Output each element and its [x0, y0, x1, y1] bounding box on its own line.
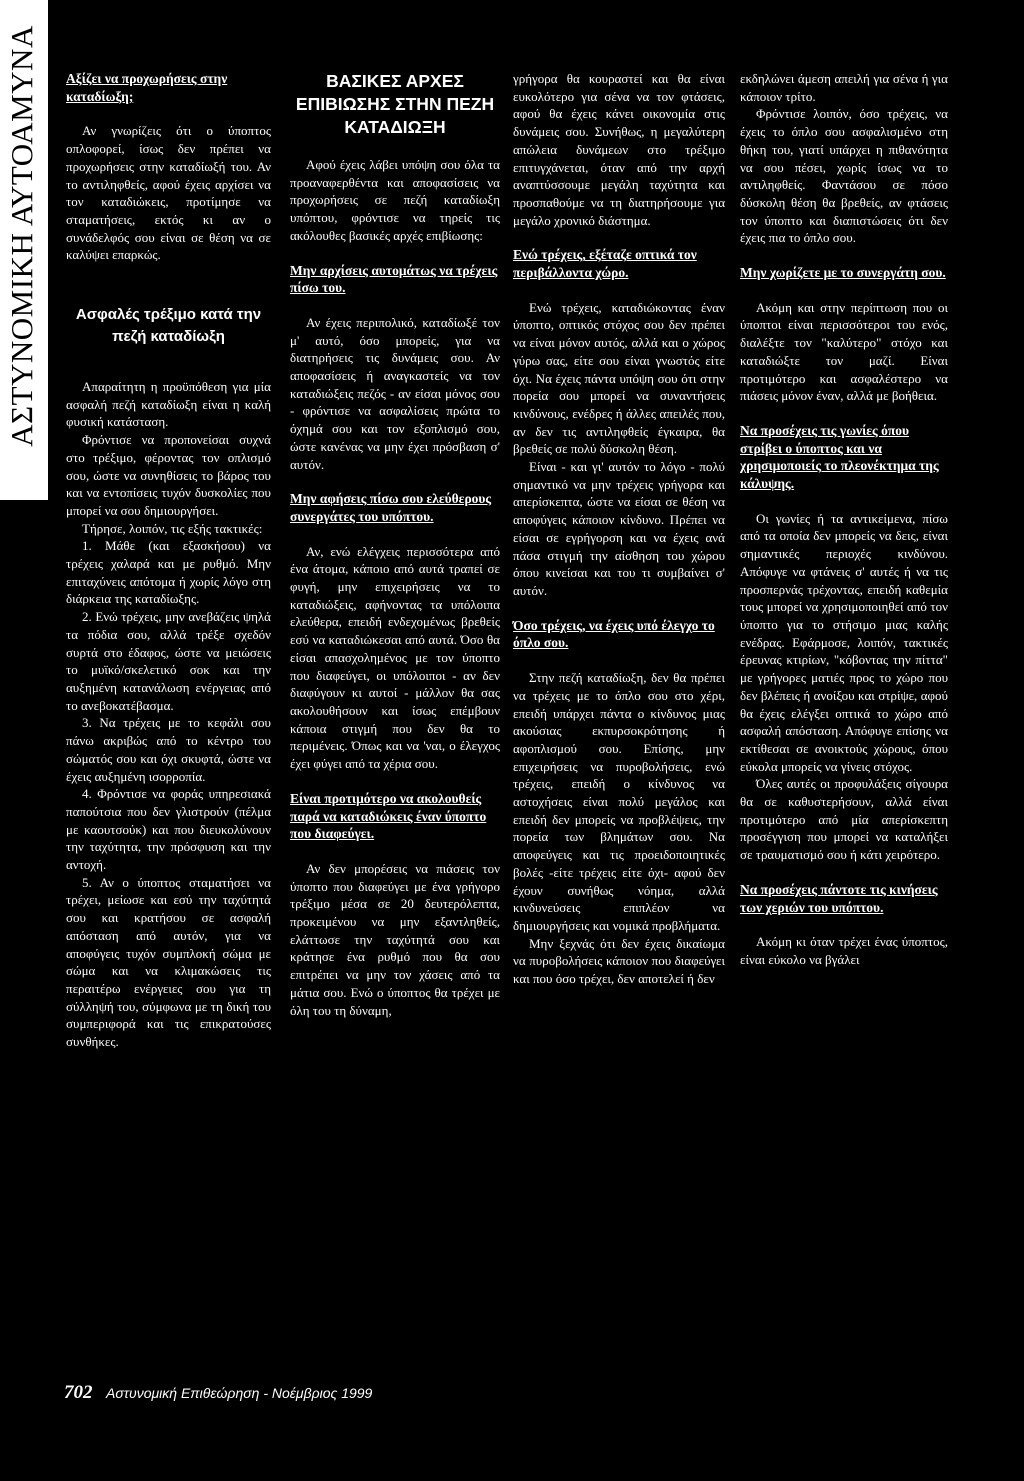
paragraph: Απαραίτητη η προϋπόθεση για μία ασφαλή πεζή καταδίωξη είναι η καλή φυσική κατάσταση. [66, 379, 271, 430]
subheading-weapon-control: Όσο τρέχεις, να έχεις υπό έλεγχο το όπλο σου. [513, 617, 715, 651]
paragraph: Όλες αυτές οι προφυλάξεις σίγουρα θα σε καθυστερήσουν, αλλά είναι προτιμότερο από μία απερίσκεπτη προσέγγιση που μπορεί να καταλήξει σε τραυματισμό σου ή κάτι χειρότερο. [740, 776, 948, 863]
section-tab [0, 0, 48, 500]
paragraph: Φρόντισε λοιπόν, όσο τρέχεις, να έχεις το όπλο σου ασφαλισμένο στη θήκη του, γιατί υπάρχει η πιθανότητα να σου πέσει, χωρίς ίσως να το αντιληφθείς. Φαντάσου σε πόσο δύσκολη θέση θα βρεθείς, αν φτάσεις τον ύποπτο και διαπιστώσεις ότι δεν έχεις πια το όπλο σου. [740, 106, 948, 246]
paragraph: Αν έχεις περιπολικό, καταδίωξέ τον μ' αυτό, όσο μπορείς, για να διατηρήσεις τις δυνάμεις σου. Αν αποφασίσεις ή αναγκαστείς να τον καταδιώξεις πεζός - αν είσαι μόνος σου - φρόντισε να ασφαλίσεις πρώτα το όχημά σου και τον εξοπλισμό σου, ώστε κανένας να μην έχει πρόσβαση σ' αυτόν. [290, 314, 500, 472]
list-item: 4. Φρόντισε να φοράς υπηρεσιακά παπούτσια που δεν γλιστρούν (πέλμα με καουτσούκ) και που διευκολύνουν την ταχύτητα, την πρόσφυση και την αντοχή. [66, 786, 271, 873]
column-3 [513, 70, 725, 1391]
paragraph: Ενώ τρέχεις, καταδιώκοντας έναν ύποπτο, οπτικός στόχος σου δεν πρέπει να είναι μόνον αυτός, αλλά και ο χώρος γύρω σας, είτε σου είναι γνωστός είτε όχι. Να έχεις πάντα υπόψη σου ότι στην πορεία σου μπορεί να συναντήσεις κινδύνους, ενέδρες ή άλλες απειλές που, αν δεν τις αντιληφθείς έγκαιρα, θα βρεθείς σε πολύ δύσκολη θέση. [513, 299, 725, 457]
paragraph: Ακόμη κι όταν τρέχει ένας ύποπτος, είναι εύκολο να βγάλει [740, 934, 948, 967]
column-1 [66, 70, 271, 1391]
subheading-hands: Να προσέχεις πάντοτε τις κινήσεις των χεριών του υπόπτου. [740, 881, 938, 915]
paragraph: Είναι - και γι' αυτόν το λόγο - πολύ σημαντικό να μην τρέχεις γρήγορα και απερίσκεπτα, ώστε να είσαι σε θέση να αποφύγεις κάποιον κίνδυνο. Πρέπει να είσαι σε εγρήγορση και να έχεις ανά πάσα στιγμή την αίσθηση του χώρου όπου κινείσαι και του τι συμβαίνει σ' αυτόν. [513, 459, 725, 598]
heading-safe-running: Ασφαλές τρέξιμο κατά την πεζή καταδίωξη [75, 306, 262, 346]
subheading-surroundings: Ενώ τρέχεις, εξέταζε οπτικά τον περιβάλλοντα χώρο. [513, 247, 697, 281]
section-title: ΑΣΤΥΝΟΜΙΚΗ ΑΥΤΟΑΜΥΝΑ [4, 25, 39, 447]
column-4 [740, 70, 948, 1391]
paragraph: Αν δεν μπορέσεις να πιάσεις τον ύποπτο που διαφεύγει με ένα γρήγορο τρέξιμο μέσα σε 20 δευτερόλεπτα, προκειμένου να μην εξαντληθείς, ελάττωσε την ταχύτητά σου και κράτησε ένα ρυθμό που θα σου επιτρέπει να μην τον χάσεις από τα μάτια σου. Ενώ ο ύποπτος θα τρέχει με όλη του τη δύναμη, [290, 860, 500, 1018]
list-item: 3. Να τρέχεις με το κεφάλι σου πάνω ακριβώς από το κέντρο του σώματός σου και όχι σκυφτά, ώστε να έχεις αυξημένη ισορροπία. [66, 715, 271, 784]
paragraph: γρήγορα θα κουραστεί και θα είναι ευκολότερο για σένα να τον φτάσεις, αφού θα έχεις κάνει οικονομία στις δυνάμεις σου. Συνήθως, η μεγαλύτερη απώλεια δυνάμεων στο τρέξιμο επιτυγχάνεται, όταν από την αρχή αναπτύσσουμε μεγάλη ταχύτητα και προσπαθούμε να τη διατηρήσουμε για μεγάλο χρονικό διάστημα. [513, 71, 725, 228]
subheading-partner: Μην χωρίζετε με το συνεργάτη σου. [740, 265, 946, 281]
page-number: 702 [64, 1382, 93, 1403]
paragraph: εκδηλώνει άμεση απειλή για σένα ή για κάποιον τρίτο. [740, 71, 948, 104]
paragraph: Στην πεζή καταδίωξη, δεν θα πρέπει να τρέχεις με το όπλο σου στο χέρι, επειδή υπάρχει πάντα ο κίνδυνος μιας ακούσιας εκπυρσοκρότησης ή αφοπλισμού σου. Επίσης, μην επιχειρήσεις να πυροβολήσεις, ενώ τρέχεις, επειδή ο κίνδυνος να αστοχήσεις είναι πολύ μεγάλος και επειδή δεν μπορείς να προβλέψεις, την πορεία των βλημάτων σου. Να αποφεύγεις και τις προειδοποιητικές βολές -είτε τρέχεις είτε όχι- αφού δεν έχουν συνήθως νόημα, αλλά κινδυνεύσεις επιπλέον να δημιουργήσεις και νομικά προβλήματα. [513, 670, 725, 933]
subheading-pursuit-worth: Αξίζει να προχωρήσεις στην καταδίωξη; [66, 71, 228, 104]
paragraph: Φρόντισε να προπονείσαι συχνά στο τρέξιμο, φέροντας τον οπλισμό σου, ώστε να συνηθίσεις το βάρος του και να εντοπίσεις τυχόν δυσκολίες που μπορεί να σου δημιουργήσει. [66, 432, 271, 518]
paragraph: Αν γνωρίζεις ότι ο ύποπτος οπλοφορεί, ίσως δεν πρέπει να προχωρήσεις στην καταδίωξή του. Αν το αντιληφθείς, αφού έχεις αρχίσει να τον καταδιώκεις, προτίμησε να σταματήσεις, εκτός κι αν ο συνάδελφός σου είναι σε θέση να σε καλύψει επαρκώς. [66, 123, 271, 263]
article-title: ΒΑΣΙΚΕΣ ΑΡΧΕΣ ΕΠΙΒΙΩΣΗΣ ΣΤΗΝ ΠΕΖΗ ΚΑΤΑΔΙΩΞΗ [295, 71, 495, 137]
paragraph: Αφού έχεις λάβει υπόψη σου όλα τα προαναφερθέντα και αποφασίσεις να προχωρήσεις σε πεζή καταδίωξη υπόπτου, φρόντισε να τηρείς τις ακόλουθες βασικές αρχές επιβίωσης: [290, 157, 500, 243]
list-item: 2. Ενώ τρέχεις, μην ανεβάζεις ψηλά τα πόδια σου, αλλά τρέξε σχεδόν συρτά στο έδαφος, ώστε να μειώσεις το μυϊκό/σκελετικό σοκ και την αυξημένη κατανάλωση ενέργειας από το ανεβοκατέβασμα. [66, 609, 271, 713]
subheading-accomplices: Μην αφήσεις πίσω σου ελεύθερους συνεργάτες του υπόπτου. [290, 491, 492, 524]
paragraph: Οι γωνίες ή τα αντικείμενα, πίσω από τα οποία δεν μπορείς να δεις, είναι σημαντικές περιοχές κινδύνου. Απόφυγε να φτάνεις σ' αυτές ή να τις προσπερνάς τρέχοντας, επειδή καθεμία τους μπορεί να χρησιμοποιηθεί από τον ύποπτο για το στήσιμο μιας καλής ενέδρας. Εφάρμοσε, λοιπόν, τακτικές έρευνας κτιρίων, "κόβοντας την πίττα" με γρήγορες ματιές προς το χώρο που δεν βλέπεις ή ανοίξου και στρίψε, αφού θα έχεις ελέγξει οπτικά το χώρο από ασφαλή απόσταση. Απόφυγε επίσης να εκτίθεσαι σε ανοικτούς χώρους, όπου εύκολα μπορείς να γίνεις στόχος. [740, 510, 948, 774]
paragraph: Αν, ενώ ελέγχεις περισσότερα από ένα άτομα, κάποιο από αυτά τραπεί σε φυγή, μην επιχειρήσεις να το καταδιώξεις, αφήνοντας τα υπόλοιπα ελεύθερα, επειδή ενδεχομένως βρεθείς εσύ να καταδιώκεσαι από αυτά. Όσο θα είσαι απασχολημένος με τον ύποπτο που διαφεύγει, οι υπόλοιποι - αν δεν διαφύγουν κι αυτοί - μάλλον θα σας ακολουθήσουν και ίσως επέμβουν κάποια στιγμή που δεν θα το περιμένεις. Όπως και να 'ναι, ο έλεγχος έχει φύγει από τα χέρια σου. [290, 543, 500, 772]
list-item: 1. Μάθε (και εξασκήσου) να τρέχεις χαλαρά και με ρυθμό. Μην επιταχύνεις απότομα ή χωρίς λόγο στη διάρκεια της καταδίωξης. [66, 538, 271, 607]
publication-source: Αστυνομική Επιθεώρηση - Νοέμβριος 1999 [106, 1385, 373, 1401]
list-item: 5. Αν ο ύποπτος σταματήσει να τρέχει, μείωσε και εσύ την ταχύτητά σου και κρατήσου σε ασφαλή απόσταση από αυτόν, για να αποφύγεις τυχόν συμπλοκή σώμα με σώμα και να κλιμακώσεις τις περαιτέρω ενέργειες σου για τη σύλληψή του, σύμφωνα με τη δική του συμπεριφορά και τις επικρατούσες συνθήκες. [66, 874, 271, 1050]
paragraph: Μην ξεχνάς ότι δεν έχεις δικαίωμα να πυροβολήσεις κάποιον που διαφεύγει και που όσο τρέχει, δεν αποτελεί ή δεν [513, 935, 725, 987]
subheading-follow: Είναι προτιμότερο να ακολουθείς παρά να καταδιώκεις έναν ύποπτο που διαφεύγει. [290, 790, 487, 842]
subheading-corners: Να προσέχεις τις γωνίες όπου στρίβει ο ύποπτος και να χρησιμοποιείς το πλεονέκτημα της κάλυψης. [740, 422, 939, 492]
paragraph: Ακόμη και στην περίπτωση που οι ύποπτοι είναι περισσότεροι του ενός, διαλέξτε τον "καλύτερο" στόχο και καταδιώξτε τον μαζί. Είναι προτιμότερο και ασφαλέστερο να πιάσεις μόνον έναν, αλλά με βοήθεια. [740, 299, 948, 404]
subheading-dont-run: Μην αρχίσεις αυτομάτως να τρέχεις πίσω του. [290, 262, 498, 296]
column-2 [290, 70, 500, 1391]
paragraph: Τήρησε, λοιπόν, τις εξής τακτικές: [82, 520, 263, 536]
page-footer [64, 1382, 372, 1404]
